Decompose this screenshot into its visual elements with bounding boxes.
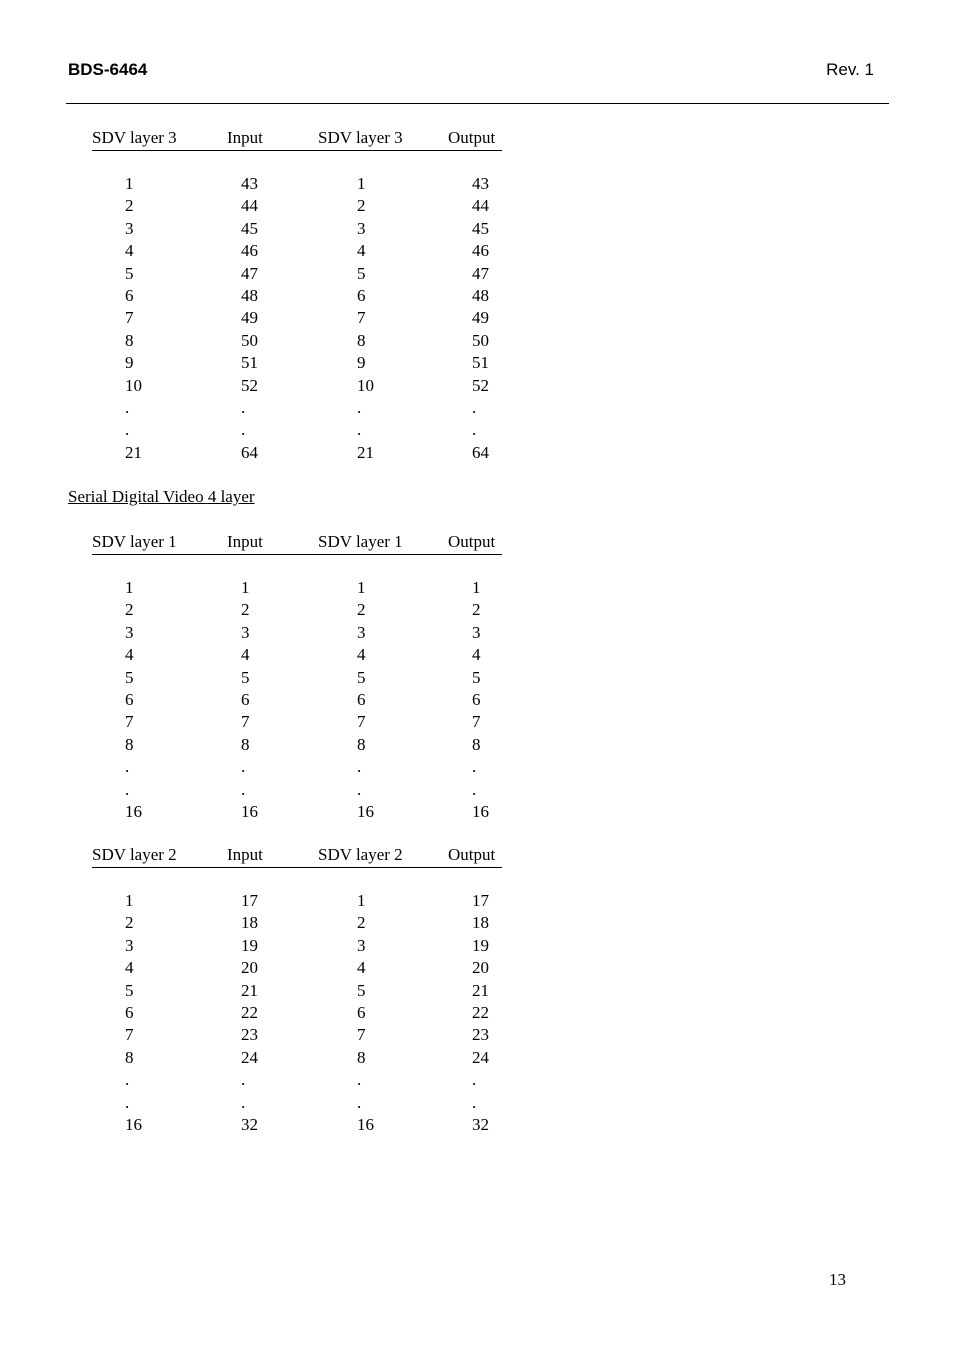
column-header: Output [448,128,496,147]
table-cell: 21 [472,980,489,1000]
revision-label: Rev. 1 [826,60,874,79]
table-cell: 24 [472,1047,489,1067]
table-cell: 47 [241,263,258,283]
table-cell: . [357,1092,362,1112]
table-cell: 16 [357,801,374,821]
table-cell: 21 [357,442,374,462]
table-cell: . [241,1092,246,1112]
page-number: 13 [829,1270,846,1289]
table-cell: 4 [357,241,366,261]
table-cell: 5 [241,667,250,687]
table-cell: 4 [357,958,366,978]
table-cell: 22 [241,1002,258,1022]
table-cell: 3 [125,218,134,238]
table-cell: 1 [125,578,134,597]
table-cell: 2 [125,600,134,620]
table-cell: 16 [241,801,258,821]
table-row [92,375,502,397]
table-cell: 4 [125,958,134,978]
table-cell: 45 [472,218,489,238]
table-cell: 43 [472,174,489,193]
table-cell: 4 [125,645,134,665]
table-cell: . [472,1092,477,1112]
table-cell: 1 [241,578,250,597]
table-row [92,1069,502,1091]
table-cell: 17 [472,891,489,910]
table-row [92,1092,502,1114]
table-cell: 8 [472,734,481,754]
table-cell: 5 [472,667,481,687]
table-header [92,845,502,868]
table-cell: . [357,757,362,777]
table-cell: 20 [472,958,489,978]
table-cell: . [357,779,362,799]
table-cell: 46 [241,241,258,261]
table-header [92,532,502,555]
table-cell: 51 [241,353,258,373]
section-title: Serial Digital Video 4 layer [68,487,255,506]
table-cell: 2 [357,196,366,216]
table-cell: 18 [472,913,489,933]
table-cell: 4 [241,645,250,665]
table-cell: 3 [125,622,134,642]
table-cell: . [125,1070,130,1090]
table-row [92,397,502,419]
table-cell: 19 [241,935,258,955]
table-row [92,912,502,934]
table-cell: . [125,779,130,799]
table-cell: 6 [472,689,481,709]
table-cell: 49 [241,308,258,328]
table-cell: 3 [357,218,366,238]
table-cell: 1 [472,578,481,597]
table-cell: . [241,420,246,440]
table-cell: 5 [357,980,366,1000]
table-cell: 2 [357,600,366,620]
table-cell: 9 [125,353,134,373]
table-cell: 7 [125,1025,134,1045]
table-row [92,801,502,823]
table-cell: . [241,1070,246,1090]
table-cell: 1 [125,174,134,193]
table-cell: 16 [357,1114,374,1134]
sdv-layer3-table [92,128,502,464]
table-cell: 6 [357,1002,366,1022]
table-header [92,128,502,151]
table-cell: 6 [241,689,250,709]
table-row [92,442,502,464]
table-cell: 6 [125,285,134,305]
table-cell: . [472,1070,477,1090]
table-cell: 44 [241,196,258,216]
column-header: Input [227,128,263,147]
table-row [92,644,502,666]
table-cell: . [472,420,477,440]
table-cell: 6 [125,1002,134,1022]
table-cell: . [241,757,246,777]
table-cell: 44 [472,196,489,216]
table-cell: 45 [241,218,258,238]
table-cell: 8 [125,734,134,754]
table-cell: 1 [357,174,366,193]
sdv-layer2-table [92,845,502,1136]
table-cell: 2 [357,913,366,933]
table-cell: 49 [472,308,489,328]
table-cell: 2 [472,600,481,620]
column-header: SDV layer 1 [318,532,403,551]
table-cell: 17 [241,891,258,910]
table-cell: 21 [241,980,258,1000]
table-cell: 7 [125,712,134,732]
table-cell: 6 [357,689,366,709]
table-cell: 6 [357,285,366,305]
table-cell: 47 [472,263,489,283]
sdv-layer1-table [92,532,502,823]
table-row [92,779,502,801]
table-cell: 7 [241,712,250,732]
table-cell: 23 [241,1025,258,1045]
table-cell: 51 [472,353,489,373]
table-cell: 8 [241,734,250,754]
table-cell: 5 [125,667,134,687]
column-header: Input [227,532,263,551]
table-cell: 18 [241,913,258,933]
table-cell: . [125,757,130,777]
table-row [92,734,502,756]
table-cell: 2 [125,196,134,216]
table-row [92,419,502,441]
table-row [92,667,502,689]
table-cell: 10 [357,375,374,395]
table-cell: . [125,397,130,417]
table-cell: 48 [472,285,489,305]
column-header: Output [448,845,496,864]
table-cell: 4 [472,645,481,665]
table-row [92,195,502,217]
table-row [92,330,502,352]
table-row [92,1047,502,1069]
header-divider [66,103,889,104]
table-cell: 2 [125,913,134,933]
table-cell: 52 [472,375,489,395]
table-cell: . [357,1070,362,1090]
table-cell: 7 [357,308,366,328]
table-cell: 8 [125,330,134,350]
table-cell: 5 [357,263,366,283]
table-cell: 8 [357,734,366,754]
table-row [92,285,502,307]
column-header: Output [448,532,496,551]
table-cell: 7 [472,712,481,732]
table-cell: . [472,779,477,799]
table-cell: . [357,420,362,440]
table-row [92,890,502,912]
table-cell: 50 [241,330,258,350]
table-cell: 2 [241,600,250,620]
table-row [92,689,502,711]
column-header: SDV layer 3 [92,128,177,147]
table-cell: 4 [125,241,134,261]
column-header: SDV layer 2 [318,845,403,864]
table-cell: . [472,757,477,777]
table-cell: 23 [472,1025,489,1045]
table-cell: 20 [241,958,258,978]
table-cell: 7 [357,1025,366,1045]
table-row [92,1002,502,1024]
table-cell: 3 [125,935,134,955]
table-cell: 1 [357,578,366,597]
table-cell: 4 [357,645,366,665]
table-row [92,307,502,329]
table-row [92,218,502,240]
table-cell: 7 [357,712,366,732]
table-row [92,240,502,262]
table-cell: . [125,1092,130,1112]
table-cell: 64 [241,442,258,462]
table-cell: 6 [125,689,134,709]
table-cell: 24 [241,1047,258,1067]
table-cell: 16 [472,801,489,821]
table-cell: 10 [125,375,142,395]
table-row [92,711,502,733]
table-row [92,599,502,621]
table-cell: 3 [357,935,366,955]
table-cell: 52 [241,375,258,395]
table-cell: 1 [125,891,134,910]
table-cell: . [125,420,130,440]
table-cell: 3 [472,622,481,642]
column-header: SDV layer 3 [318,128,403,147]
table-cell: 1 [357,891,366,910]
table-cell: 7 [125,308,134,328]
column-header: Input [227,845,263,864]
table-cell: 64 [472,442,489,462]
table-cell: 8 [357,330,366,350]
table-cell: 5 [125,980,134,1000]
table-cell: . [357,397,362,417]
table-cell: 16 [125,1114,142,1134]
table-row [92,352,502,374]
table-row [92,980,502,1002]
table-cell: 9 [357,353,366,373]
table-cell: 48 [241,285,258,305]
table-cell: . [241,397,246,417]
table-row [92,1114,502,1136]
table-row [92,957,502,979]
table-cell: 21 [125,442,142,462]
table-row [92,622,502,644]
table-cell: 32 [241,1114,258,1134]
table-cell: 8 [357,1047,366,1067]
table-row [92,935,502,957]
table-cell: 8 [125,1047,134,1067]
document-id: BDS-6464 [68,60,148,79]
column-header: SDV layer 2 [92,845,177,864]
table-cell: 5 [357,667,366,687]
table-cell: 32 [472,1114,489,1134]
table-cell: 43 [241,174,258,193]
table-cell: 22 [472,1002,489,1022]
table-row [92,263,502,285]
table-cell: 50 [472,330,489,350]
table-cell: 19 [472,935,489,955]
table-cell: . [472,397,477,417]
table-cell: 46 [472,241,489,261]
table-row [92,577,502,599]
table-cell: 3 [357,622,366,642]
table-cell: 3 [241,622,250,642]
column-header: SDV layer 1 [92,532,177,551]
table-cell: 16 [125,801,142,821]
table-cell: . [241,779,246,799]
table-row [92,173,502,195]
table-row [92,756,502,778]
table-row [92,1024,502,1046]
table-cell: 5 [125,263,134,283]
